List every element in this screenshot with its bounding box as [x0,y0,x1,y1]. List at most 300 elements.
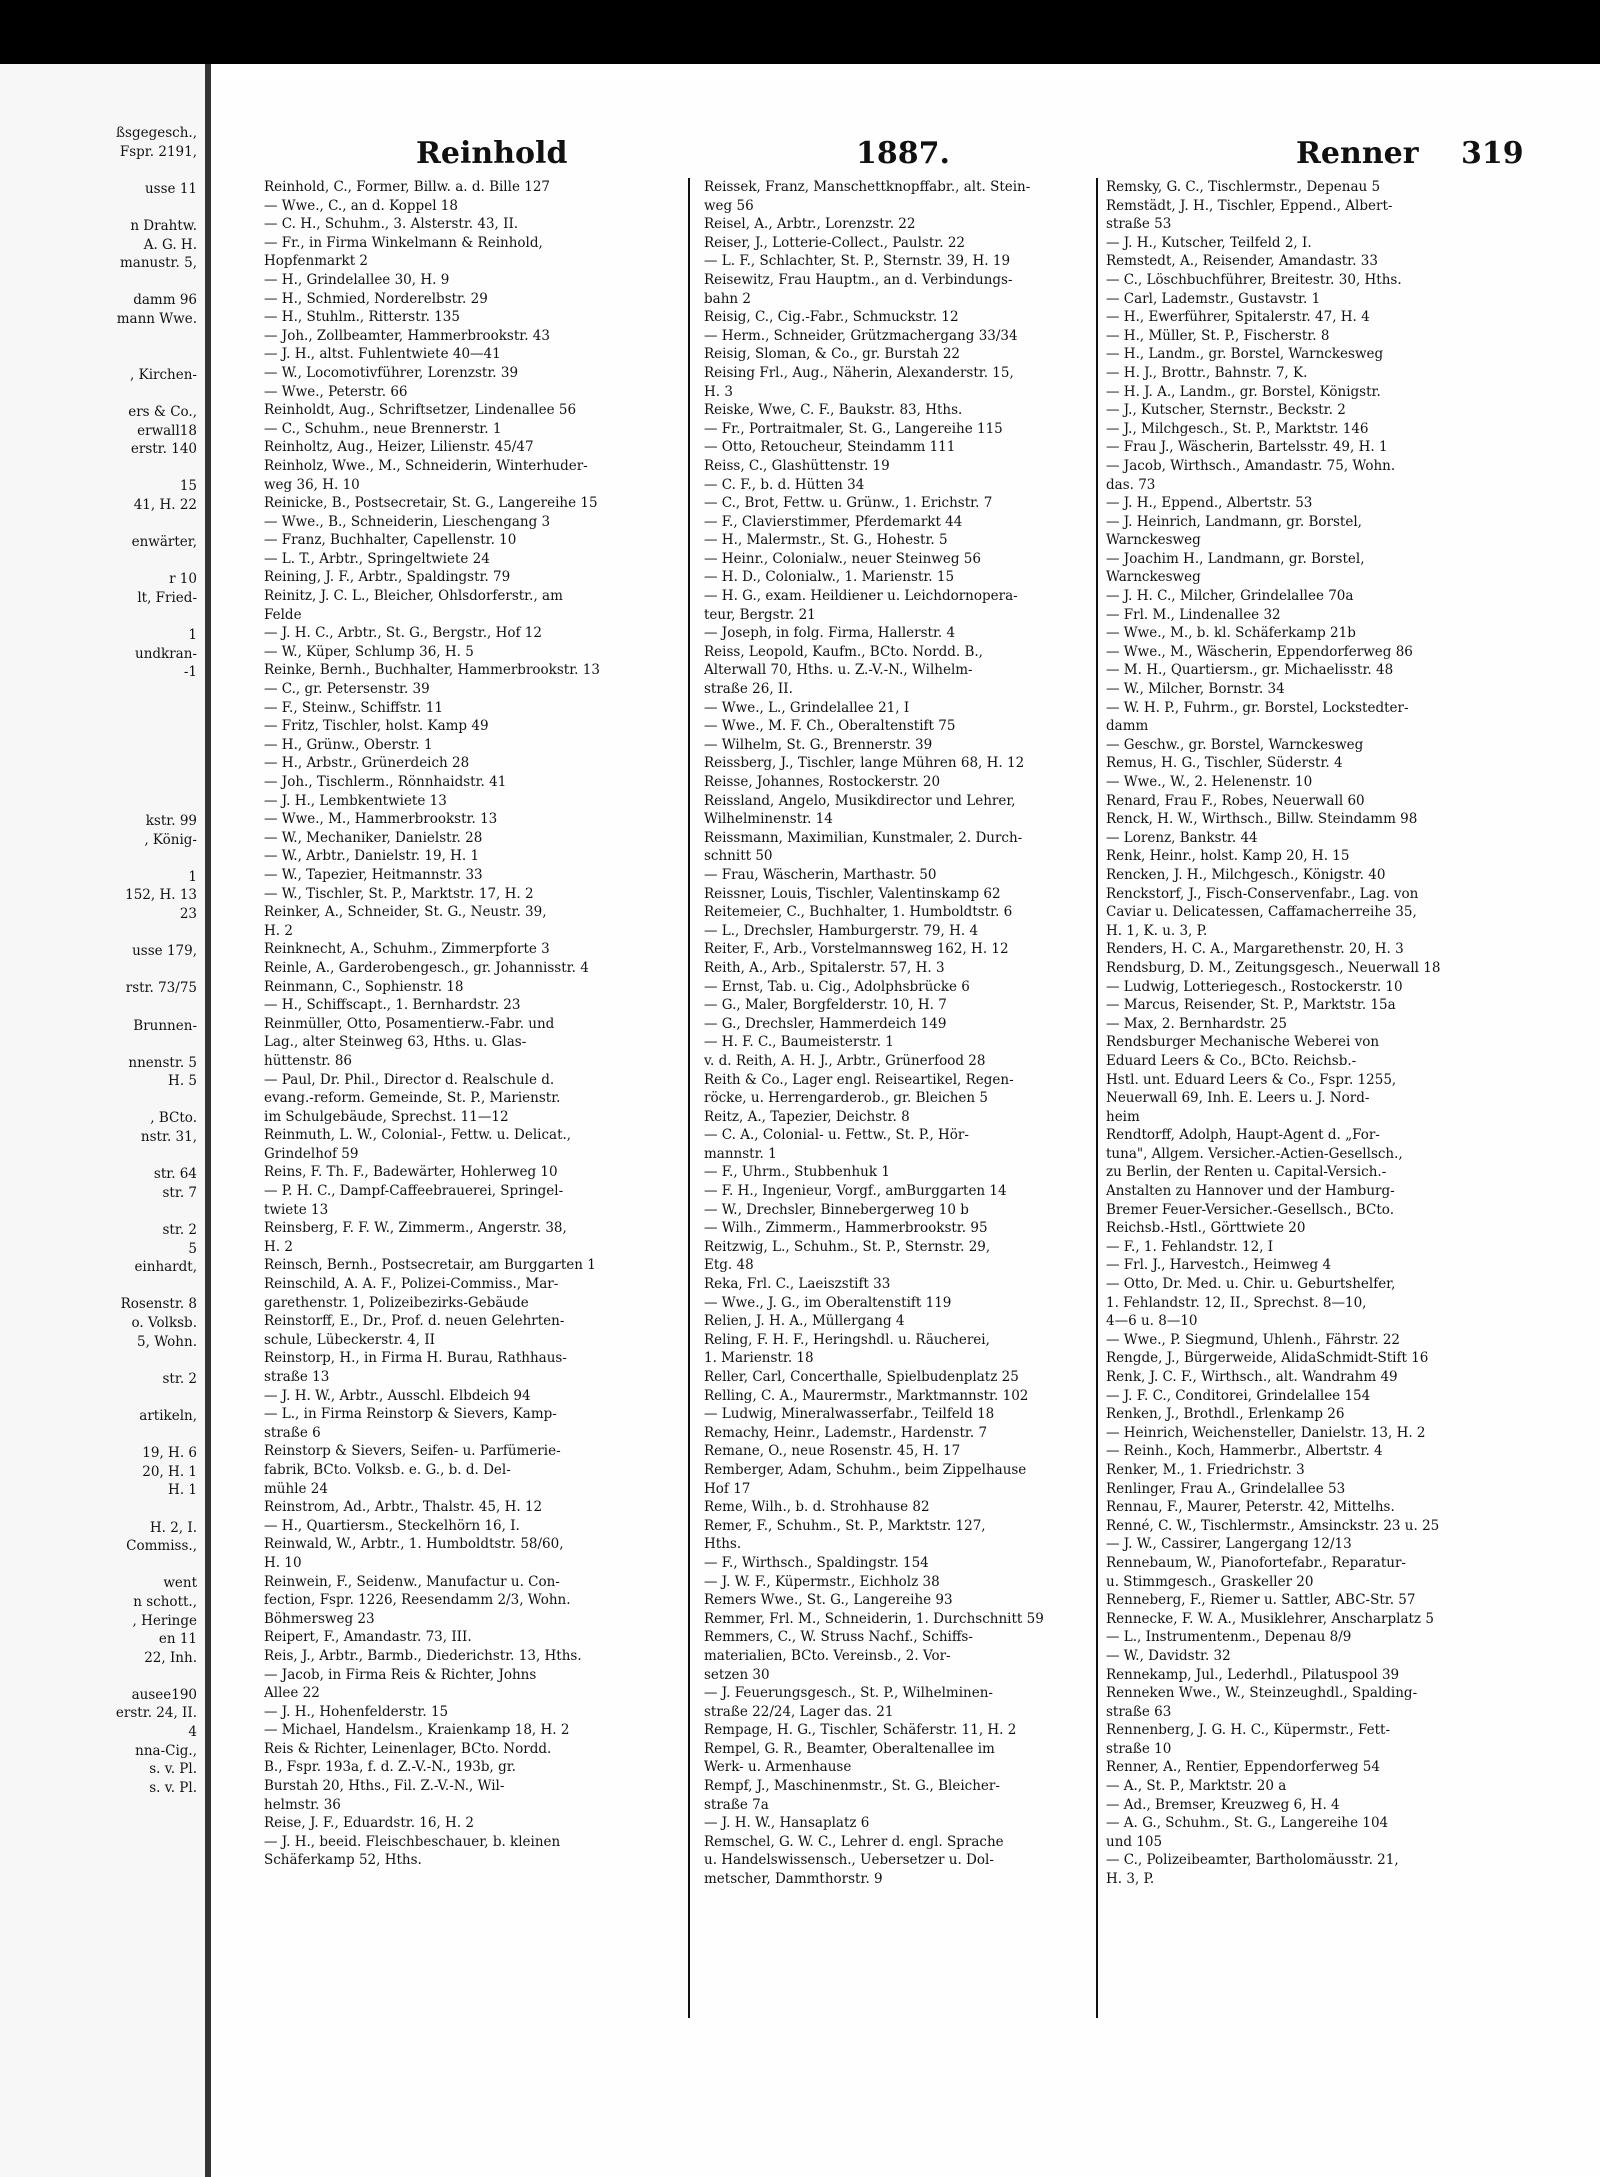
directory-entry: Reinknecht, A., Schuhm., Zimmerpforte 3 [264,941,550,958]
directory-entry: Reiter, F., Arb., Vorstelmannsweg 162, H. 12 [704,941,1009,958]
directory-entry: u. Stimmgesch., Graskeller 20 [1106,1573,1314,1590]
directory-entry: — L. F., Schlachter, St. P., Sternstr. 39, H. 19 [704,253,1011,270]
directory-entry: bahn 2 [704,290,751,307]
directory-entry: — H., Quartiersm., Steckelhörn 16, I. [264,1517,520,1534]
directory-entry: Relling, C. A., Maurermstr., Marktmannstr. 102 [704,1387,1029,1404]
directory-entry: Renk, Heinr., holst. Kamp 20, H. 15 [1106,848,1350,865]
directory-entry: Renlinger, Frau A., Grindelallee 53 [1106,1480,1346,1497]
directory-page [216,80,1600,2177]
directory-entry: — H., Malermstr., St. G., Hohestr. 5 [704,532,948,549]
left-fragment-line: nnenstr. 5 [128,1054,197,1071]
left-fragment-line [0,1388,197,1407]
directory-entry: — Wilhelm, St. G., Brennerstr. 39 [704,736,933,753]
directory-entry: Reinmuth, L. W., Colonial-, Fettw. u. Delicat., [264,1127,572,1144]
left-fragment-line: H. 5 [168,1073,197,1090]
directory-entry: — Wwe., Peterstr. 66 [264,383,408,400]
directory-entry: Reinitz, J. C. L., Bleicher, Ohlsdorferstr., am [264,588,563,605]
directory-entry: weg 36, H. 10 [264,476,360,493]
directory-entry: — W., Locomotivführer, Lorenzstr. 39 [264,364,519,381]
directory-entry: H. 3 [704,383,733,400]
directory-entry: tuna", Allgem. Versicher.-Actien-Gesellsch., [1106,1145,1403,1162]
directory-entry: Hopfenmarkt 2 [264,253,369,270]
directory-entry: Alterwall 70, Hths. u. Z.-V.-N., Wilhelm- [704,662,973,679]
directory-entry: — Max, 2. Bernhardstr. 25 [1106,1015,1288,1032]
left-fragment-line [0,1351,197,1370]
left-fragment-line: 15 [179,478,197,495]
directory-entry: zu Berlin, der Renten u. Capital-Versich.- [1106,1164,1387,1181]
directory-entry: — A. G., Schuhm., St. G., Langereihe 104 [1106,1815,1389,1832]
directory-entry: — L., in Firma Reinstorp & Sievers, Kamp- [264,1406,557,1423]
directory-entry: — Geschw., gr. Borstel, Warnckesweg [1106,736,1364,753]
left-fragment-line: 5 [188,1240,197,1257]
directory-entry: Reipert, F., Amandastr. 73, III. [264,1629,472,1646]
left-fragment-line: s. v. Pl. [149,1761,197,1778]
directory-entry: — H. F. C., Baumeisterstr. 1 [704,1034,894,1051]
left-fragment-line: usse 11 [144,180,197,197]
directory-entry: Reisewitz, Frau Hauptm., an d. Verbindungs- [704,271,1013,288]
directory-entry: Reiske, Wwe, C. F., Baukstr. 83, Hths. [704,402,963,419]
directory-entry: — H., Schiffscapt., 1. Bernhardstr. 23 [264,997,521,1014]
directory-entry: — H. J. A., Landm., gr. Borstel, Königstr. [1106,383,1381,400]
left-fragment-line: en 11 [158,1631,197,1648]
directory-entry: setzen 30 [704,1666,770,1683]
directory-entry: Reinschild, A. A. F., Polizei-Commiss., Mar- [264,1276,559,1293]
directory-entry: — Otto, Retoucheur, Steindamm 111 [704,439,956,456]
left-fragment-line: n Drahtw. [130,217,197,234]
directory-entry: teur, Bergstr. 21 [704,606,816,623]
directory-entry: — Wilh., Zimmerm., Hammerbrookstr. 95 [704,1220,988,1237]
scan-top-border [0,0,1600,64]
directory-entry: straße 63 [1106,1703,1172,1720]
directory-entry: materialien, BCto. Vereinsb., 2. Vor- [704,1647,951,1664]
directory-entry: — H., Grünw., Oberstr. 1 [264,736,433,753]
left-fragment-line: o. Volksb. [131,1315,197,1331]
directory-entry: — Wwe., W., 2. Helenenstr. 10 [1106,774,1313,790]
directory-entry: Reins, F. Th. F., Badewärter, Hohlerweg 10 [264,1164,558,1181]
left-fragment-line: 23 [179,905,197,922]
directory-entry: Reme, Wilh., b. d. Strohhause 82 [704,1499,930,1516]
directory-entry: Reise, J. F., Eduardstr. 16, H. 2 [264,1815,475,1832]
directory-entry: — F., Clavierstimmer, Pferdemarkt 44 [704,513,963,530]
directory-entry: — Frau J., Wäscherin, Bartelsstr. 49, H. 1 [1106,439,1388,456]
directory-entry: — J., Kutscher, Sternstr., Beckstr. 2 [1106,402,1346,419]
directory-entry: — Michael, Handelsm., Kraienkamp 18, H. 2 [264,1722,570,1739]
left-fragment-line [0,1091,197,1110]
directory-entry: — J. H. C., Arbtr., St. G., Bergstr., Hof 12 [264,625,542,642]
directory-entry: v. d. Reith, A. H. J., Arbtr., Grünerfood 28 [704,1052,986,1069]
left-fragment-line: H. 1 [168,1482,197,1499]
directory-entry: das. 73 [1106,476,1156,493]
directory-entry: — J. H. W., Arbtr., Ausschl. Elbdeich 94 [264,1387,531,1404]
directory-entry: — Ludwig, Lotteriegesch., Rostockerstr. 10 [1106,978,1403,995]
directory-entry: — Wwe., M. F. Ch., Oberaltenstift 75 [704,718,956,735]
left-fragment-line: ers & Co., [128,403,197,420]
left-fragment-line: Rosenstr. 8 [120,1296,197,1313]
directory-entry: Reinsberg, F. F. W., Zimmerm., Angerstr. 38, [264,1220,567,1237]
left-fragment-line [0,161,197,180]
left-fragment-line: erwall18 [137,422,197,439]
directory-entry: Burstah 20, Hths., Fil. Z.-V.-N., Wil- [264,1778,505,1795]
directory-entry: Reissland, Angelo, Musikdirector und Lehrer, [704,792,1016,809]
directory-entry: fabrik, BCto. Volksb. e. G., b. d. Del- [264,1461,511,1478]
left-fragment-line: Commiss., [126,1538,197,1555]
directory-entry: straße 13 [264,1369,330,1385]
directory-entry: Reinstorp & Sievers, Seifen- u. Parfümerie- [264,1443,561,1460]
directory-entry: — W., Milcher, Bornstr. 34 [1106,681,1285,698]
left-fragment-line [0,384,197,403]
directory-entry: — Heinrich, Weichensteller, Danielstr. 13, H. 2 [1106,1424,1426,1441]
directory-entry: — W., Tischler, St. P., Marktstr. 17, H. 2 [264,885,534,902]
left-fragment-line [0,738,197,757]
left-page-text [0,124,205,1797]
directory-entry: Hof 17 [704,1480,751,1497]
directory-entry: — W., Tapezier, Heitmannstr. 33 [264,866,483,883]
directory-entry: — J., Milchgesch., St. P., Marktstr. 146 [1106,420,1369,437]
directory-entry: — F., 1. Fehlandstr. 12, I [1106,1238,1274,1255]
directory-entry: Reinmüller, Otto, Posamentierw.-Fabr. und [264,1015,555,1032]
left-fragment-line: kstr. 99 [145,812,197,829]
left-fragment-line: str. 7 [162,1184,197,1201]
directory-entry: — Ludwig, Mineralwasserfabr., Teilfeld 18 [704,1406,995,1423]
left-fragment-line [0,552,197,571]
left-fragment-line [0,682,197,701]
directory-entry: Remstedt, A., Reisender, Amandastr. 33 [1106,253,1378,270]
directory-entry: — F. H., Ingenieur, Vorgf., amBurggarten 14 [704,1183,1007,1200]
directory-entry: — F., Wirthsch., Spaldingstr. 154 [704,1554,929,1571]
directory-entry: — J. H., Lembkentwiete 13 [264,792,447,809]
directory-entry: Rennebaum, W., Pianofortefabr., Reparatur- [1106,1554,1406,1571]
directory-entry: damm [1106,718,1149,735]
directory-entry: Rempel, G. R., Beamter, Oberaltenallee im [704,1740,995,1757]
directory-entry: Renckstorf, J., Fisch-Conservenfabr., Lag. von [1106,885,1419,902]
directory-entry: mühle 24 [264,1480,328,1497]
directory-entry: — C., Polizeibeamter, Bartholomäusstr. 21, [1106,1852,1399,1869]
directory-entry: Remberger, Adam, Schuhm., beim Zippelhause [704,1461,1027,1478]
directory-entry: schnitt 50 [704,848,773,865]
left-fragment-line: einhardt, [134,1259,197,1276]
left-fragment-line: mann Wwe. [116,310,197,327]
left-fragment-line: n schott., [133,1593,197,1610]
directory-entry: — Wwe., M., b. kl. Schäferkamp 21b [1106,625,1356,642]
directory-entry: Reling, F. H. F., Heringshdl. u. Räucherei, [704,1331,990,1348]
directory-entry: Remmers, C., W. Struss Nachf., Schiffs- [704,1629,973,1646]
directory-entry: — H. G., exam. Heildiener u. Leichdornopera- [704,588,1018,605]
directory-entry: 1. Marienstr. 18 [704,1350,814,1367]
directory-entry: — Ernst, Tab. u. Cig., Adolphsbrücke 6 [704,978,970,995]
directory-entry: Grindelhof 59 [264,1145,359,1162]
directory-entry: Reissberg, J., Tischler, lange Mühren 68, H. 12 [704,755,1025,772]
directory-entry: Renner, A., Rentier, Eppendorferweg 54 [1106,1759,1380,1776]
directory-entry: — Joh., Tischlerm., Rönnhaidstr. 41 [264,774,507,790]
directory-entry: — P. H. C., Dampf-Caffeebrauerei, Springel- [264,1183,564,1200]
directory-entry: Reisse, Johannes, Rostockerstr. 20 [704,774,941,790]
directory-entry: Reiss, Leopold, Kaufm., BCto. Nordd. B., [704,643,983,660]
directory-entry: Etg. 48 [704,1257,754,1274]
left-fragment-line: A. G. H. [143,236,197,253]
directory-entry: Felde [264,606,302,623]
directory-entry: — G., Maler, Borgfelderstr. 10, H. 7 [704,997,947,1014]
directory-entry: Reinholtz, Aug., Heizer, Lilienstr. 45/47 [264,439,534,456]
directory-entry: — J. H. W., Hansaplatz 6 [704,1815,870,1832]
directory-entry: — W., Arbtr., Danielstr. 19, H. 1 [264,848,480,865]
directory-entry: Reining, J. F., Arbtr., Spaldingstr. 79 [264,569,511,586]
directory-entry: Renken, J., Brothdl., Erlenkamp 26 [1106,1406,1345,1423]
page-header [216,136,1536,176]
directory-entry: — L., Drechsler, Hamburgerstr. 79, H. 4 [704,922,979,939]
directory-entry: H. 2 [264,1238,293,1255]
directory-entry: Böhmersweg 23 [264,1610,375,1627]
directory-entry: — Lorenz, Bankstr. 44 [1106,829,1258,846]
directory-entry: H. 1, K. u. 3, P. [1106,922,1208,939]
left-fragment-line: s. v. Pl. [149,1779,197,1796]
directory-entry: — Carl, Lademstr., Gustavstr. 1 [1106,290,1321,307]
directory-entry: Renard, Frau F., Robes, Neuerwall 60 [1106,792,1365,809]
directory-entry: metscher, Dammthorstr. 9 [704,1871,883,1888]
directory-entry: straße 10 [1106,1740,1172,1757]
directory-entry: mannstr. 1 [704,1145,777,1162]
directory-entry: fection, Fspr. 1226, Reesendamm 2/3, Wohn. [264,1592,571,1609]
directory-entry: — Marcus, Reisender, St. P., Marktstr. 15a [1106,997,1396,1014]
directory-entry: — Wwe., M., Hammerbrookstr. 13 [264,811,498,828]
left-fragment-line [0,1277,197,1296]
left-fragment-line [0,329,197,348]
column-divider [688,178,690,2018]
directory-entry: Reinhold, C., Former, Billw. a. d. Bille 127 [264,179,550,195]
directory-entry: schule, Lübeckerstr. 4, II [264,1331,435,1348]
directory-entry: — J. Feuerungsgesch., St. P., Wilhelminen- [704,1685,993,1702]
left-fragment-line: erstr. 24, II. [115,1705,197,1722]
left-fragment-line: erstr. 140 [130,441,197,458]
directory-column-3 [1106,178,1496,1889]
column-divider [1096,178,1098,2018]
directory-entry: Reinstorff, E., Dr., Prof. d. neuen Gelehrten- [264,1313,565,1330]
directory-entry: — J. Heinrich, Landmann, gr. Borstel, [1106,513,1362,530]
left-fragment-line [0,1035,197,1054]
directory-entry: — Wwe., M., Wäscherin, Eppendorferweg 86 [1106,643,1413,660]
directory-entry: — Heinr., Colonialw., neuer Steinweg 56 [704,550,981,567]
directory-entry: Reinwald, W., Arbtr., 1. Humboldtstr. 58/60, [264,1536,564,1553]
directory-entry: Reinle, A., Garderobengesch., gr. Johannisstr. 4 [264,959,589,976]
directory-entry: — H. D., Colonialw., 1. Marienstr. 15 [704,569,955,586]
directory-entry: Remus, H. G., Tischler, Süderstr. 4 [1106,755,1343,772]
directory-entry: — J. H., altst. Fuhlentwiete 40—41 [264,346,501,363]
left-fragment-line: Fspr. 2191, [119,143,197,160]
directory-entry: im Schulgebäude, Sprechst. 11—12 [264,1108,509,1125]
directory-entry: Wilhelminenstr. 14 [704,811,833,828]
directory-entry: Remstädt, J. H., Tischler, Eppend., Albert- [1106,197,1393,214]
left-fragment-line: enwärter, [131,534,197,551]
directory-entry: Remane, O., neue Rosenstr. 45, H. 17 [704,1443,961,1460]
left-fragment-line: went [163,1575,197,1592]
directory-entry: hüttenstr. 86 [264,1052,353,1069]
left-fragment-line: Brunnen- [133,1017,197,1034]
header-right-keyword: Renner [1296,136,1419,171]
directory-entry: — Joh., Zollbeamter, Hammerbrookstr. 43 [264,327,550,344]
directory-entry: — Wwe., J. G., im Oberaltenstift 119 [704,1294,952,1311]
directory-entry: — C., gr. Petersenstr. 39 [264,681,430,698]
directory-column-1 [264,178,679,1870]
directory-entry: — C. F., b. d. Hütten 34 [704,476,865,493]
left-fragment-line [0,607,197,626]
directory-entry: — W. H. P., Fuhrm., gr. Borstel, Lockstedter- [1106,699,1409,716]
directory-entry: — J. H., Kutscher, Teilfeld 2, I. [1106,234,1312,251]
directory-entry: Remachy, Heinr., Lademstr., Hardenstr. 7 [704,1424,988,1441]
page-number: 319 [1461,136,1524,171]
directory-entry: — H., Stuhlm., Ritterstr. 135 [264,309,460,326]
directory-entry: — G., Drechsler, Hammerdeich 149 [704,1015,947,1032]
directory-entry: — Joachim H., Landmann, gr. Borstel, [1106,550,1365,567]
directory-entry: Rencken, J. H., Milchgesch., Königstr. 40 [1106,866,1386,883]
header-year: 1887. [856,136,950,171]
directory-entry: Rempage, H. G., Tischler, Schäferstr. 11, H. 2 [704,1722,1017,1739]
directory-entry: — W., Davidstr. 32 [1106,1647,1231,1664]
directory-entry: — Fr., in Firma Winkelmann & Reinhold, [264,234,543,251]
directory-entry: Reitemeier, C., Buchhalter, 1. Humboldtstr. 6 [704,904,1013,921]
directory-entry: twiete 13 [264,1201,329,1218]
directory-entry: straße 26, II. [704,681,793,698]
directory-entry: und 105 [1106,1833,1163,1850]
left-fragment-line [0,1202,197,1221]
directory-entry: Renk, J. C. F., Wirthsch., alt. Wandrahm 49 [1106,1369,1398,1385]
directory-column-2 [704,178,1072,1889]
directory-entry: — C., Löschbuchführer, Breitestr. 30, Hths. [1106,271,1402,288]
directory-entry: — Herm., Schneider, Grützmachergang 33/34 [704,327,1018,344]
directory-entry: Reinmann, C., Sophienstr. 18 [264,978,464,995]
directory-entry: — H., Ewerführer, Spitalerstr. 47, H. 4 [1106,309,1370,326]
directory-entry: Reitzwig, L., Schuhm., St. P., Sternstr. 29, [704,1238,991,1255]
directory-entry: Hstl. unt. Eduard Leers & Co., Fspr. 1255, [1106,1071,1397,1088]
directory-entry: — C. A., Colonial- u. Fettw., St. P., Hör- [704,1127,969,1144]
left-page-fragment [0,64,211,2177]
directory-entry: u. Handelswissensch., Uebersetzer u. Dol- [704,1852,994,1869]
directory-entry: — Wwe., L., Grindelallee 21, I [704,699,910,716]
directory-entry: straße 6 [264,1424,321,1441]
directory-entry: Rendsburger Mechanische Weberei von [1106,1034,1380,1051]
left-fragment-line: rstr. 73/75 [125,980,197,997]
directory-entry: — F., Uhrm., Stubbenhuk 1 [704,1164,890,1181]
directory-entry: Reinstrom, Ad., Arbtr., Thalstr. 45, H. 12 [264,1499,543,1516]
directory-entry: — C., Brot, Fettw. u. Grünw., 1. Erichstr. 7 [704,495,993,512]
left-fragment-line [0,924,197,943]
directory-entry: — A., St. P., Marktstr. 20 a [1106,1778,1287,1795]
directory-entry: — W., Mechaniker, Danielstr. 28 [264,829,483,846]
directory-entry: Renné, C. W., Tischlermstr., Amsinckstr. 23 u. 25 [1106,1517,1440,1534]
directory-entry: Remer, F., Schuhm., St. P., Marktstr. 127, [704,1517,986,1534]
directory-entry: — Jacob, in Firma Reis & Richter, Johns [264,1666,537,1683]
left-fragment-line [0,961,197,980]
left-fragment-line: , Kirchen- [130,366,197,383]
directory-entry: weg 56 [704,197,754,214]
directory-entry: — Wwe., C., an d. Koppel 18 [264,197,458,214]
left-fragment-line: nna-Cig., [135,1742,197,1759]
left-fragment-line: 5, Wohn. [137,1333,197,1350]
directory-entry: Reka, Frl. C., Laeiszstift 33 [704,1276,891,1293]
left-fragment-line: H. 2, I. [149,1519,197,1536]
left-fragment-line [0,1667,197,1686]
left-fragment-line: 19, H. 6 [142,1445,197,1462]
directory-entry: — L., Instrumentenm., Depenau 8/9 [1106,1629,1352,1646]
directory-entry: helmstr. 36 [264,1796,341,1813]
directory-entry: Reis & Richter, Leinenlager, BCto. Nordd. [264,1740,552,1757]
directory-entry: Warnckesweg [1106,569,1201,586]
directory-entry: Anstalten zu Hannover und der Hamburg- [1106,1183,1395,1200]
left-fragment-line: 1 [188,627,197,644]
left-fragment-line: -1 [183,664,197,681]
directory-entry: heim [1106,1108,1140,1125]
directory-entry: — J. F. C., Conditorei, Grindelallee 154 [1106,1387,1371,1404]
directory-entry: Reitz, A., Tapezier, Deichstr. 8 [704,1108,910,1125]
directory-entry: — H., Grindelallee 30, H. 9 [264,271,450,288]
left-fragment-line: manustr. 5, [119,255,197,272]
left-fragment-line: 1 [188,868,197,885]
directory-entry: — Reinh., Koch, Hammerbr., Albertstr. 4 [1106,1443,1383,1460]
directory-entry: Renders, H. C. A., Margarethenstr. 20, H. 3 [1106,941,1404,958]
directory-entry: — M. H., Quartiersm., gr. Michaelisstr. 48 [1106,662,1394,679]
directory-entry: — C., Schuhm., neue Brennerstr. 1 [264,420,502,437]
directory-entry: — Frl. J., Harvestch., Heimweg 4 [1106,1257,1332,1274]
directory-entry: Reinholz, Wwe., M., Schneiderin, Winterhuder- [264,457,588,474]
left-fragment-line: lt, Fried- [137,589,197,606]
left-fragment-line [0,1500,197,1519]
directory-entry: — J. W. F., Küpermstr., Eichholz 38 [704,1573,940,1590]
directory-entry: Caviar u. Delicatessen, Caffamacherreihe 35, [1106,904,1417,921]
directory-entry: Hths. [704,1536,742,1553]
left-fragment-line: 4 [188,1724,197,1741]
directory-entry: — L. T., Arbtr., Springeltwiete 24 [264,550,490,567]
directory-entry: — Frl. M., Lindenallee 32 [1106,606,1281,623]
directory-entry: Remsky, G. C., Tischlermstr., Depenau 5 [1106,179,1381,195]
directory-entry: — Wwe., P. Siegmund, Uhlenh., Fährstr. 22 [1106,1331,1401,1348]
left-fragment-line: , BCto. [150,1110,197,1127]
directory-entry: Reinwein, F., Seidenw., Manufactur u. Con- [264,1573,560,1590]
directory-entry: 1. Fehlandstr. 12, II., Sprechst. 8—10, [1106,1294,1367,1311]
directory-entry: — Joseph, in folg. Firma, Hallerstr. 4 [704,625,956,642]
left-fragment-line [0,514,197,533]
directory-entry: — H. J., Brottr., Bahnstr. 7, K. [1106,364,1308,381]
directory-entry: — J. H., Hohenfelderstr. 15 [264,1703,449,1720]
left-fragment-line: ßsgegesch., [116,125,197,141]
left-fragment-line [0,756,197,775]
directory-entry: straße 7a [704,1796,769,1813]
directory-entry: — F., Steinw., Schiffstr. 11 [264,699,443,716]
left-fragment-line: 20, H. 1 [142,1463,197,1480]
directory-entry: Remmer, Frl. M., Schneiderin, 1. Durchschnitt 59 [704,1610,1044,1627]
left-fragment-line [0,775,197,794]
directory-entry: Bremer Feuer-Versicher.-Gesellsch., BCto. [1106,1201,1394,1218]
left-fragment-line: str. 2 [162,1222,197,1239]
left-fragment-line: str. 2 [162,1370,197,1387]
directory-entry: straße 53 [1106,216,1172,233]
directory-entry: Reinker, A., Schneider, St. G., Neustr. 39, [264,904,547,921]
left-fragment-line: undkran- [135,645,197,662]
directory-entry: — H., Landm., gr. Borstel, Warnckesweg [1106,346,1384,363]
directory-entry: Reiss, C., Glashüttenstr. 19 [704,457,890,474]
directory-entry: Reissek, Franz, Manschettknopffabr., alt. Stein- [704,179,1031,195]
directory-entry: — J. H., Eppend., Albertstr. 53 [1106,495,1313,512]
directory-entry: röcke, u. Herrengarderob., gr. Bleichen 5 [704,1090,988,1107]
directory-entry: Renneberg, F., Riemer u. Sattler, ABC-Str. 57 [1106,1592,1416,1609]
directory-entry: — Fr., Portraitmaler, St. G., Langereihe 115 [704,420,1003,437]
header-left-keyword: Reinhold [416,136,568,171]
directory-entry: — Frau, Wäscherin, Marthastr. 50 [704,866,937,883]
directory-entry: Rennecke, F. W. A., Musiklehrer, Anscharplatz 5 [1106,1610,1434,1627]
directory-entry: garethenstr. 1, Polizeibezirks-Gebäude [264,1294,529,1311]
left-fragment-line [0,1556,197,1575]
left-fragment-line [0,273,197,292]
directory-entry: — Paul, Dr. Phil., Director d. Realschule d. [264,1071,555,1088]
directory-entry: Reinsch, Bernh., Postsecretair, am Burggarten 1 [264,1257,596,1274]
directory-entry: Reith & Co., Lager engl. Reiseartikel, Regen- [704,1071,1014,1088]
